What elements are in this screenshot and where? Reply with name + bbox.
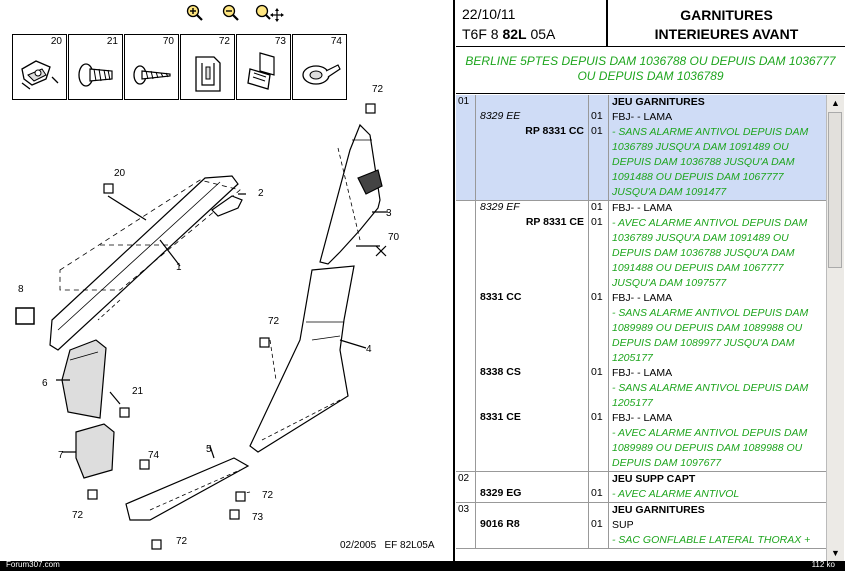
part-quantity: 01 bbox=[588, 125, 608, 200]
callout-label: 72 bbox=[72, 510, 84, 521]
part-quantity bbox=[588, 472, 608, 487]
callout-label: 8 bbox=[18, 284, 24, 295]
part-description: JEU GARNITURES bbox=[608, 503, 826, 518]
vehicle-subtitle: BERLINE 5PTES DEPUIS DAM 1036788 OU DEPUIS DAM 1036777 OU DEPUIS DAM 1036789 bbox=[456, 48, 845, 94]
list-row[interactable] bbox=[476, 426, 826, 471]
caption-ref: EF 82L05A bbox=[384, 540, 435, 551]
callout-label: 6 bbox=[42, 378, 48, 389]
part-reference[interactable]: 8338 CS bbox=[480, 366, 521, 378]
part-number: 73 bbox=[274, 36, 286, 47]
zoom-out-button[interactable] bbox=[220, 4, 242, 22]
zoom-toolbar bbox=[0, 0, 453, 26]
callout-label: 72 bbox=[262, 490, 274, 501]
page-title bbox=[608, 6, 845, 44]
part-quantity bbox=[588, 306, 608, 366]
part-reference[interactable]: 9016 R8 bbox=[480, 518, 520, 530]
list-row[interactable] bbox=[476, 366, 826, 381]
part-quantity bbox=[588, 503, 608, 518]
parts-group[interactable] bbox=[456, 472, 826, 503]
screw-rivet-icon bbox=[72, 49, 120, 97]
list-row[interactable] bbox=[476, 533, 826, 548]
catalog-header bbox=[456, 0, 845, 47]
callout-label: 74 bbox=[148, 450, 160, 461]
part-description: - SANS ALARME ANTIVOL DEPUIS DAM 1205177 bbox=[608, 381, 826, 411]
group-number: 02 bbox=[456, 472, 476, 502]
part-quantity: 01 bbox=[588, 411, 608, 426]
caption-date: 02/2005 bbox=[340, 540, 377, 551]
list-row[interactable] bbox=[476, 381, 826, 411]
screw-icon bbox=[128, 49, 176, 97]
part-reference[interactable]: 8331 CC bbox=[480, 291, 522, 303]
list-row[interactable] bbox=[476, 216, 826, 291]
part-number: 72 bbox=[218, 36, 230, 47]
part-description: - SANS ALARME ANTIVOL DEPUIS DAM 1089989 OU DEPUIS DAM 1089988 OU DEPUIS DAM 1089977 JUSQU'A DAM 1205177 bbox=[608, 306, 826, 366]
part-reference[interactable]: 8331 CE bbox=[480, 411, 521, 423]
part-reference[interactable] bbox=[476, 426, 588, 471]
parts-list[interactable] bbox=[456, 95, 826, 561]
part-quantity: 01 bbox=[588, 518, 608, 533]
list-row[interactable] bbox=[476, 201, 826, 216]
list-row[interactable] bbox=[476, 306, 826, 366]
list-scrollbar[interactable] bbox=[826, 95, 844, 561]
clip-bracket-icon bbox=[184, 49, 232, 97]
part-cell[interactable] bbox=[124, 34, 179, 100]
part-cell[interactable] bbox=[236, 34, 291, 100]
zoom-out-icon bbox=[221, 4, 241, 22]
part-number: 74 bbox=[330, 36, 342, 47]
callout-label: 7 bbox=[58, 450, 64, 461]
part-description: - AVEC ALARME ANTIVOL DEPUIS DAM 1089989 OU DEPUIS DAM 1089988 OU DEPUIS DAM 1097677 bbox=[608, 426, 826, 471]
callout-label: 5 bbox=[206, 444, 212, 455]
rivet-icon bbox=[296, 49, 344, 97]
part-quantity: 01 bbox=[588, 110, 608, 125]
zoom-move-icon bbox=[254, 4, 284, 22]
part-description: FBJ- - LAMA bbox=[608, 201, 826, 216]
catalog-code bbox=[462, 26, 555, 42]
clip-icon bbox=[16, 49, 64, 97]
scroll-down-button[interactable] bbox=[827, 545, 844, 561]
list-row[interactable] bbox=[476, 110, 826, 125]
zoom-pan-button[interactable] bbox=[254, 4, 284, 22]
part-quantity bbox=[588, 381, 608, 411]
scroll-up-button[interactable] bbox=[827, 95, 844, 111]
part-cell[interactable] bbox=[180, 34, 235, 100]
title-line: GARNITURES bbox=[680, 7, 773, 23]
list-row[interactable] bbox=[476, 518, 826, 533]
diagram-caption bbox=[340, 540, 435, 551]
part-quantity: 01 bbox=[588, 201, 608, 216]
part-reference[interactable]: RP 8331 CE bbox=[525, 216, 584, 228]
part-description: SUP bbox=[608, 518, 826, 533]
group-number: 01 bbox=[456, 95, 476, 200]
part-reference[interactable] bbox=[476, 381, 588, 411]
part-description: FBJ- - LAMA bbox=[608, 291, 826, 306]
code-prefix: T6F 8 bbox=[462, 26, 503, 42]
part-number: 21 bbox=[106, 36, 118, 47]
part-reference[interactable]: 8329 EE bbox=[480, 110, 521, 122]
part-quantity: 01 bbox=[588, 291, 608, 306]
part-reference[interactable]: 8329 EF bbox=[480, 201, 520, 213]
part-description: JEU GARNITURES bbox=[608, 95, 826, 110]
group-number bbox=[456, 201, 476, 471]
exploded-parts-diagram bbox=[0, 84, 453, 560]
arrow-up-icon: ▲ bbox=[831, 98, 840, 108]
callout-label: 20 bbox=[114, 168, 126, 179]
parts-group[interactable] bbox=[456, 95, 826, 201]
part-quantity bbox=[588, 95, 608, 110]
part-description: FBJ- - LAMA bbox=[608, 411, 826, 426]
part-reference[interactable]: RP 8331 CC bbox=[525, 125, 584, 137]
list-row[interactable] bbox=[476, 291, 826, 306]
part-quantity: 01 bbox=[588, 216, 608, 291]
part-description: FBJ- - LAMA bbox=[608, 110, 826, 125]
callout-label: 73 bbox=[252, 512, 264, 523]
part-quantity bbox=[588, 426, 608, 471]
list-row[interactable] bbox=[476, 125, 826, 200]
callout-label: 72 bbox=[372, 84, 384, 95]
status-bar bbox=[0, 561, 845, 571]
part-reference[interactable]: 8329 EG bbox=[480, 487, 522, 499]
part-reference[interactable] bbox=[476, 503, 588, 518]
callout-label: 1 bbox=[176, 262, 182, 273]
callout-label: 21 bbox=[132, 386, 144, 397]
part-quantity: 01 bbox=[588, 366, 608, 381]
part-description: - AVEC ALARME ANTIVOL bbox=[608, 487, 826, 502]
code-bold: 82L bbox=[502, 26, 527, 42]
part-quantity: 01 bbox=[588, 487, 608, 502]
group-number: 03 bbox=[456, 503, 476, 548]
part-description: - SAC GONFLABLE LATERAL THORAX + bbox=[608, 533, 826, 548]
callout-label: 2 bbox=[258, 188, 264, 199]
callout-label: 72 bbox=[268, 316, 280, 327]
list-row[interactable] bbox=[476, 487, 826, 502]
zoom-in-icon bbox=[185, 4, 205, 22]
list-row[interactable] bbox=[476, 411, 826, 426]
callout-label: 3 bbox=[386, 208, 392, 219]
code-suffix: 05A bbox=[526, 26, 556, 42]
catalog-date: 22/10/11 bbox=[462, 6, 516, 22]
parts-group[interactable] bbox=[456, 201, 826, 472]
scroll-thumb[interactable] bbox=[828, 112, 842, 268]
part-description: JEU SUPP CAPT bbox=[608, 472, 826, 487]
list-row[interactable] bbox=[476, 503, 826, 518]
parts-group[interactable] bbox=[456, 503, 826, 549]
part-description: FBJ- - LAMA bbox=[608, 366, 826, 381]
part-reference[interactable] bbox=[476, 306, 588, 366]
parts-strip bbox=[12, 34, 346, 100]
part-description: - AVEC ALARME ANTIVOL DEPUIS DAM 1036789 JUSQU'A DAM 1091489 OU DEPUIS DAM 1036788 JUSQU'A DAM 1091488 OU DEPUIS DAM 1067777 JUSQU'A DAM 1097577 bbox=[608, 216, 826, 291]
part-reference[interactable] bbox=[476, 95, 588, 110]
list-row[interactable] bbox=[476, 95, 826, 110]
part-quantity bbox=[588, 533, 608, 548]
title-line: INTERIEURES AVANT bbox=[654, 26, 799, 42]
part-number: 20 bbox=[50, 36, 62, 47]
part-cell[interactable] bbox=[68, 34, 123, 100]
part-cell[interactable] bbox=[12, 34, 67, 100]
arrow-down-icon: ▼ bbox=[831, 548, 840, 558]
list-row[interactable] bbox=[476, 472, 826, 487]
status-site: Forum307.com bbox=[6, 560, 60, 569]
part-cell[interactable] bbox=[292, 34, 347, 100]
callout-label: 70 bbox=[388, 232, 400, 243]
callout-label: 4 bbox=[366, 344, 372, 355]
clip-holder-icon bbox=[240, 49, 288, 97]
part-reference[interactable] bbox=[476, 472, 588, 487]
status-size: 112 ko bbox=[811, 560, 835, 569]
zoom-in-button[interactable] bbox=[184, 4, 206, 22]
part-reference[interactable] bbox=[476, 533, 588, 548]
part-number: 70 bbox=[162, 36, 174, 47]
callout-label: 72 bbox=[176, 536, 188, 547]
part-description: - SANS ALARME ANTIVOL DEPUIS DAM 1036789 JUSQU'A DAM 1091489 OU DEPUIS DAM 1036788 JUSQU'A DAM 1091488 OU DEPUIS DAM 1067777 JUSQU'A DAM 1091477 bbox=[608, 125, 826, 200]
